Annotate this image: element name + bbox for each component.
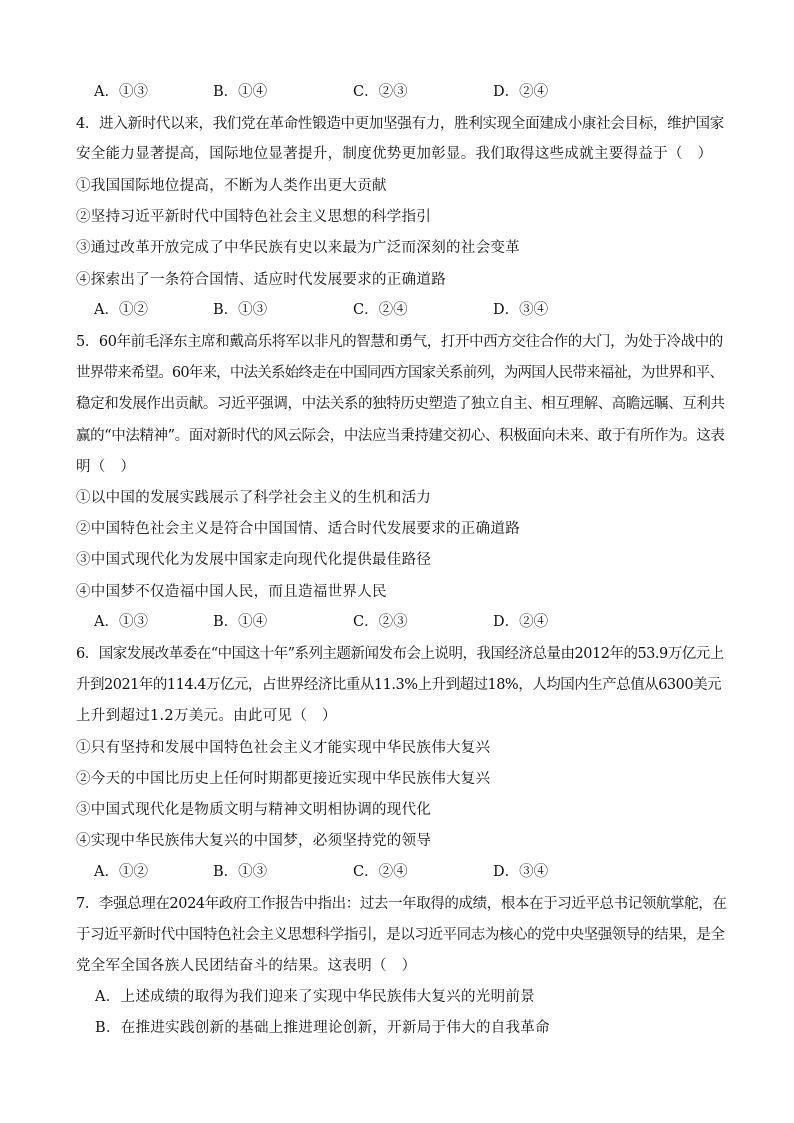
q3-option-c[interactable]: C．②③ — [353, 84, 408, 100]
q5-options — [94, 612, 654, 632]
q6-stem-line-1: 6．国家发展改革委在“中国这十年”系列主题新闻发布会上说明，我国经济总量由2012年的53.9万亿元上 — [76, 646, 724, 662]
q4-option-b[interactable]: B．①③ — [213, 302, 268, 318]
q6-option-b[interactable]: B．①③ — [213, 864, 268, 880]
q3-option-d[interactable]: D．②④ — [493, 84, 549, 100]
q5-stem-line-2: 世界带来希望。60年来，中法关系始终走在中国同西方国家关系前列，为两国人民带来福祉，为世界和平、 — [76, 365, 724, 381]
q7-choice-b[interactable]: B．在推进实践创新的基础上推进理论创新，开新局于伟大的自我革命 — [95, 1020, 550, 1036]
q5-stem-line-3: 稳定和发展作出贡献。习近平强调，中法关系的独特历史塑造了独立自主、相互理解、高瞻远瞩、互利共 — [76, 396, 725, 412]
q5-item-2: ②中国特色社会主义是符合中国国情、适合时代发展要求的正确道路 — [76, 521, 520, 537]
q6-stem-line-3: 上升到超过1.2万美元。由此可见（ ） — [76, 708, 337, 724]
q4-option-d[interactable]: D．③④ — [493, 302, 549, 318]
q5-item-1: ①以中国的发展实践展示了科学社会主义的生机和活力 — [76, 490, 432, 506]
q4-options — [94, 300, 654, 320]
q4-item-4: ④探索出了一条符合国情、适应时代发展要求的正确道路 — [76, 272, 446, 288]
q6-option-a[interactable]: A．①② — [94, 864, 148, 880]
q5-stem-line-1: 5．60年前毛泽东主席和戴高乐将军以非凡的智慧和勇气，打开中西方交往合作的大门，为处于冷战中的 — [76, 334, 723, 350]
q5-item-3: ③中国式现代化为发展中国家走向现代化提供最佳路径 — [76, 552, 432, 568]
q5-option-a[interactable]: A．①③ — [94, 614, 148, 630]
q6-stem-line-2: 升到2021年的114.4万亿元，占世界经济比重从11.3%上升到超过18%，人均国内生产总值从6300美元 — [76, 677, 722, 693]
q6-options — [94, 862, 654, 882]
q6-option-d[interactable]: D．③④ — [493, 864, 549, 880]
q4-option-c[interactable]: C．②④ — [353, 302, 408, 318]
q4-item-2: ②坚持习近平新时代中国特色社会主义思想的科学指引 — [76, 209, 432, 225]
q5-stem-line-5: 明（ ） — [76, 459, 136, 475]
q3-option-b[interactable]: B．①④ — [213, 84, 268, 100]
q5-item-4: ④中国梦不仅造福中国人民，而且造福世界人民 — [76, 584, 387, 600]
q6-item-3: ③中国式现代化是物质文明与精神文明相协调的现代化 — [76, 802, 432, 818]
q6-item-2: ②今天的中国比历史上任何时期都更接近实现中华民族伟大复兴 — [76, 771, 491, 787]
q3-option-a[interactable]: A．①③ — [94, 84, 148, 100]
q7-stem-line-3: 党全军全国各族人民团结奋斗的结果。这表明（ ） — [76, 958, 417, 974]
q7-choice-a[interactable]: A．上述成绩的取得为我们迎来了实现中华民族伟大复兴的光明前景 — [95, 989, 535, 1005]
q3-options — [94, 82, 654, 102]
q4-option-a[interactable]: A．①② — [94, 302, 148, 318]
q4-item-1: ①我国国际地位提高，不断为人类作出更大贡献 — [76, 178, 387, 194]
q4-stem-line-2: 安全能力显著提高，国际地位显著提升，制度优势更加彰显。我们取得这些成就主要得益于（ ） — [76, 146, 713, 162]
q7-stem-line-1: 7．李强总理在2024年政府工作报告中指出：过去一年取得的成绩，根本在于习近平总书记领航掌舵，在 — [76, 896, 727, 912]
q5-option-d[interactable]: D．②④ — [493, 614, 549, 630]
q5-option-b[interactable]: B．①④ — [213, 614, 268, 630]
q6-item-1: ①只有坚持和发展中国特色社会主义才能实现中华民族伟大复兴 — [76, 740, 491, 756]
q6-item-4: ④实现中华民族伟大复兴的中国梦，必须坚持党的领导 — [76, 833, 432, 849]
q5-stem-line-4: 赢的“中法精神”。面对新时代的风云际会，中法应当秉持建交初心、积极面向未来、敢于有所作为。这表 — [76, 428, 725, 444]
q5-option-c[interactable]: C．②③ — [353, 614, 408, 630]
q7-stem-line-2: 于习近平新时代中国特色社会主义思想科学指引，是以习近平同志为核心的党中央坚强领导的结果，是全 — [76, 927, 725, 943]
q6-option-c[interactable]: C．②④ — [353, 864, 408, 880]
q4-item-3: ③通过改革开放完成了中华民族有史以来最为广泛而深刻的社会变革 — [76, 240, 520, 256]
q4-stem-line-1: 4．进入新时代以来，我们党在革命性锻造中更加坚强有力，胜利实现全面建成小康社会目标，维护国家 — [76, 116, 724, 132]
